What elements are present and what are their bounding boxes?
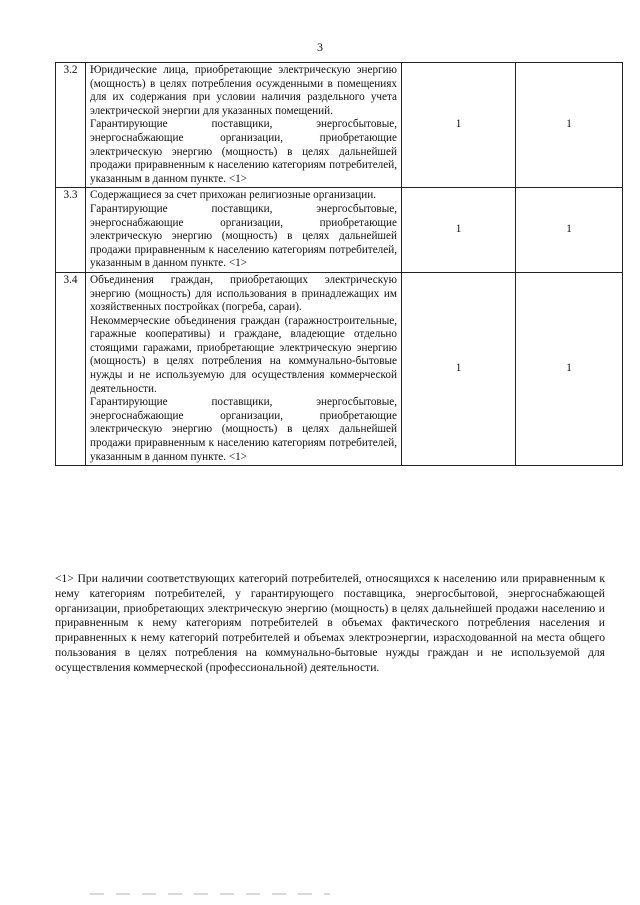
row-number: 3.3 xyxy=(56,188,86,273)
table-row xyxy=(56,272,623,465)
description-paragraph: Некоммерческие объединения граждан (гаражностроительные, гаражные кооперативы) и граждане, владеющие отдельно стоящими гаражами, приобретающие электрическую энергию (мощность) в целях потребления на коммунально-бытовые нужды и не используемую для осуществления коммерческой деятельности. xyxy=(90,314,397,395)
description-paragraph: Юридические лица, приобретающие электрическую энергию (мощность) в целях потребления осужденными в помещениях для их содержания при условии наличия раздельного учета электрической энергии для указанных помещений. xyxy=(90,64,397,117)
table-row xyxy=(56,63,623,188)
row-value-1: 1 xyxy=(402,63,516,188)
description-paragraph: Гарантирующие поставщики, энергосбытовые, энергоснабжающие организации, приобретающие электрическую энергию (мощность) в целях дальнейшей продажи приравненным к населению категориям потребителей, указанным в данном пункте. <1> xyxy=(90,202,397,270)
table-row xyxy=(56,188,623,273)
description-paragraph: Содержащиеся за счет прихожан религиозные организации. xyxy=(90,189,377,202)
row-value-1: 1 xyxy=(402,272,516,465)
row-value-2: 1 xyxy=(516,188,623,273)
page-number: 3 xyxy=(317,40,323,54)
description-paragraph: Гарантирующие поставщики, энергосбытовые, энергоснабжающие организации, приобретающие электрическую энергию (мощность) в целях дальнейшей продажи приравненным к населению категориям потребителей, указанным в данном пункте. <1> xyxy=(90,396,397,463)
row-description xyxy=(86,63,402,188)
row-description xyxy=(86,272,402,465)
description-paragraph: Объединения граждан, приобретающих электрическую энергию (мощность) для использования в принадлежащих им хозяйственных постройках (погреба, сараи). xyxy=(90,273,397,314)
scan-artifact-line xyxy=(90,893,330,895)
row-number: 3.2 xyxy=(56,63,86,188)
row-number: 3.4 xyxy=(56,272,86,465)
row-value-2: 1 xyxy=(516,63,623,188)
row-value-2: 1 xyxy=(516,272,623,465)
description-paragraph: Гарантирующие поставщики, энергосбытовые, энергоснабжающие организации, приобретающие электрическую энергию (мощность) в целях дальнейшей продажи приравненным к населению категориям потребителей, указанным в данном пункте. <1> xyxy=(90,118,397,185)
row-description xyxy=(86,188,402,273)
row-value-1: 1 xyxy=(402,188,516,273)
consumer-table xyxy=(55,62,623,466)
footnote: <1> При наличии соответствующих категорий потребителей, относящихся к населению или приравненным к нему категориям потребителей, у гарантирующего поставщика, энергосбытовой, энергоснабжающей организации, приобретающих электрическую энергию (мощность) в целях дальнейшей продажи населению и приравненным к нему категориям потребителей в объемах фактического потребления населения и приравненных к нему категорий потребителей и объемах электроэнергии, израсходованной на места общего пользования в целях потребления на коммунально-бытовые нужды граждан и не используемой для осуществления коммерческой (профессиональной) деятельности. xyxy=(55,572,605,674)
